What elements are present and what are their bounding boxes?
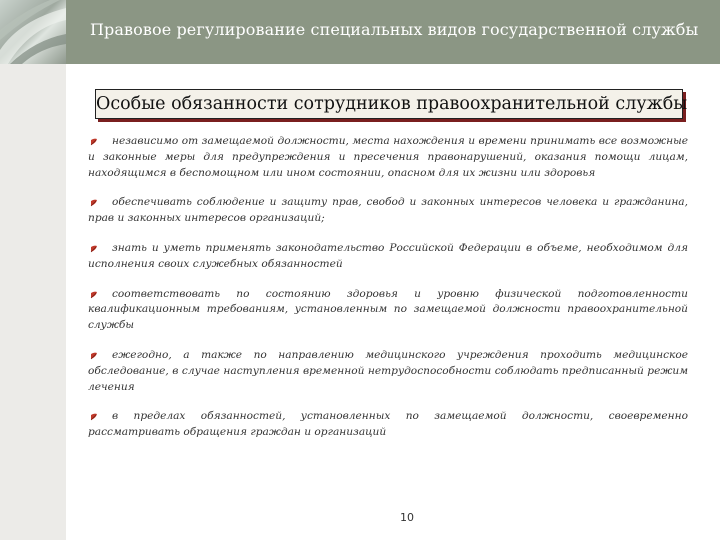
red-leaf-bullet-icon [90, 199, 98, 207]
list-item [88, 287, 688, 334]
red-leaf-bullet-icon [90, 138, 98, 146]
list-item-text: обеспечивать соблюдение и защиту прав, свобод и законных интересов человека и гражданина, прав и законных интересов организаций; [88, 196, 688, 225]
list-item [88, 134, 688, 181]
list-item [88, 409, 688, 441]
header-title: Правовое регулирование специальных видов государственной службы [90, 20, 699, 39]
list-item [88, 241, 688, 273]
list-item [88, 195, 688, 227]
red-leaf-bullet-icon [90, 291, 98, 299]
list-item-text: знать и уметь применять законодательство Российской Федерации в объеме, необходимом для исполнения своих служебных обязанностей [88, 241, 688, 270]
slide-heading: Особые обязанности сотрудников правоохранительной службы [96, 94, 688, 114]
list-item-text: в пределах обязанностей, установленных по замещаемой должности, своевременно рассматривать обращения граждан и организаций [88, 410, 688, 439]
bullet-list [88, 134, 688, 455]
list-item-text: ежегодно, а также по направлению медицинского учреждения проходить медицинское обследование, в случае наступления временной нетрудоспособности соблюдать предписанный режим лечения [88, 348, 688, 393]
slide-heading-box [95, 89, 688, 119]
page-number: 10 [400, 511, 414, 524]
list-item-text: соответствовать по состоянию здоровья и уровню физической подготовленности квалификационным требованиям, установленным по замещаемой должности правоохранительной службы [88, 287, 688, 332]
red-leaf-bullet-icon [90, 413, 98, 421]
list-item [88, 348, 688, 395]
red-leaf-bullet-icon [90, 352, 98, 360]
header-bar [0, 0, 720, 64]
list-item-text: независимо от замещаемой должности, места нахождения и времени принимать все возможные и законные меры для предупреждения и пресечения правонарушений, оказания помощи лицам, находящимся в беспомощном или ином состоянии, опасном для их жизни или здоровья [88, 135, 688, 179]
red-leaf-bullet-icon [90, 245, 98, 253]
header-decorative-image [0, 0, 66, 64]
left-side-band [0, 64, 66, 540]
